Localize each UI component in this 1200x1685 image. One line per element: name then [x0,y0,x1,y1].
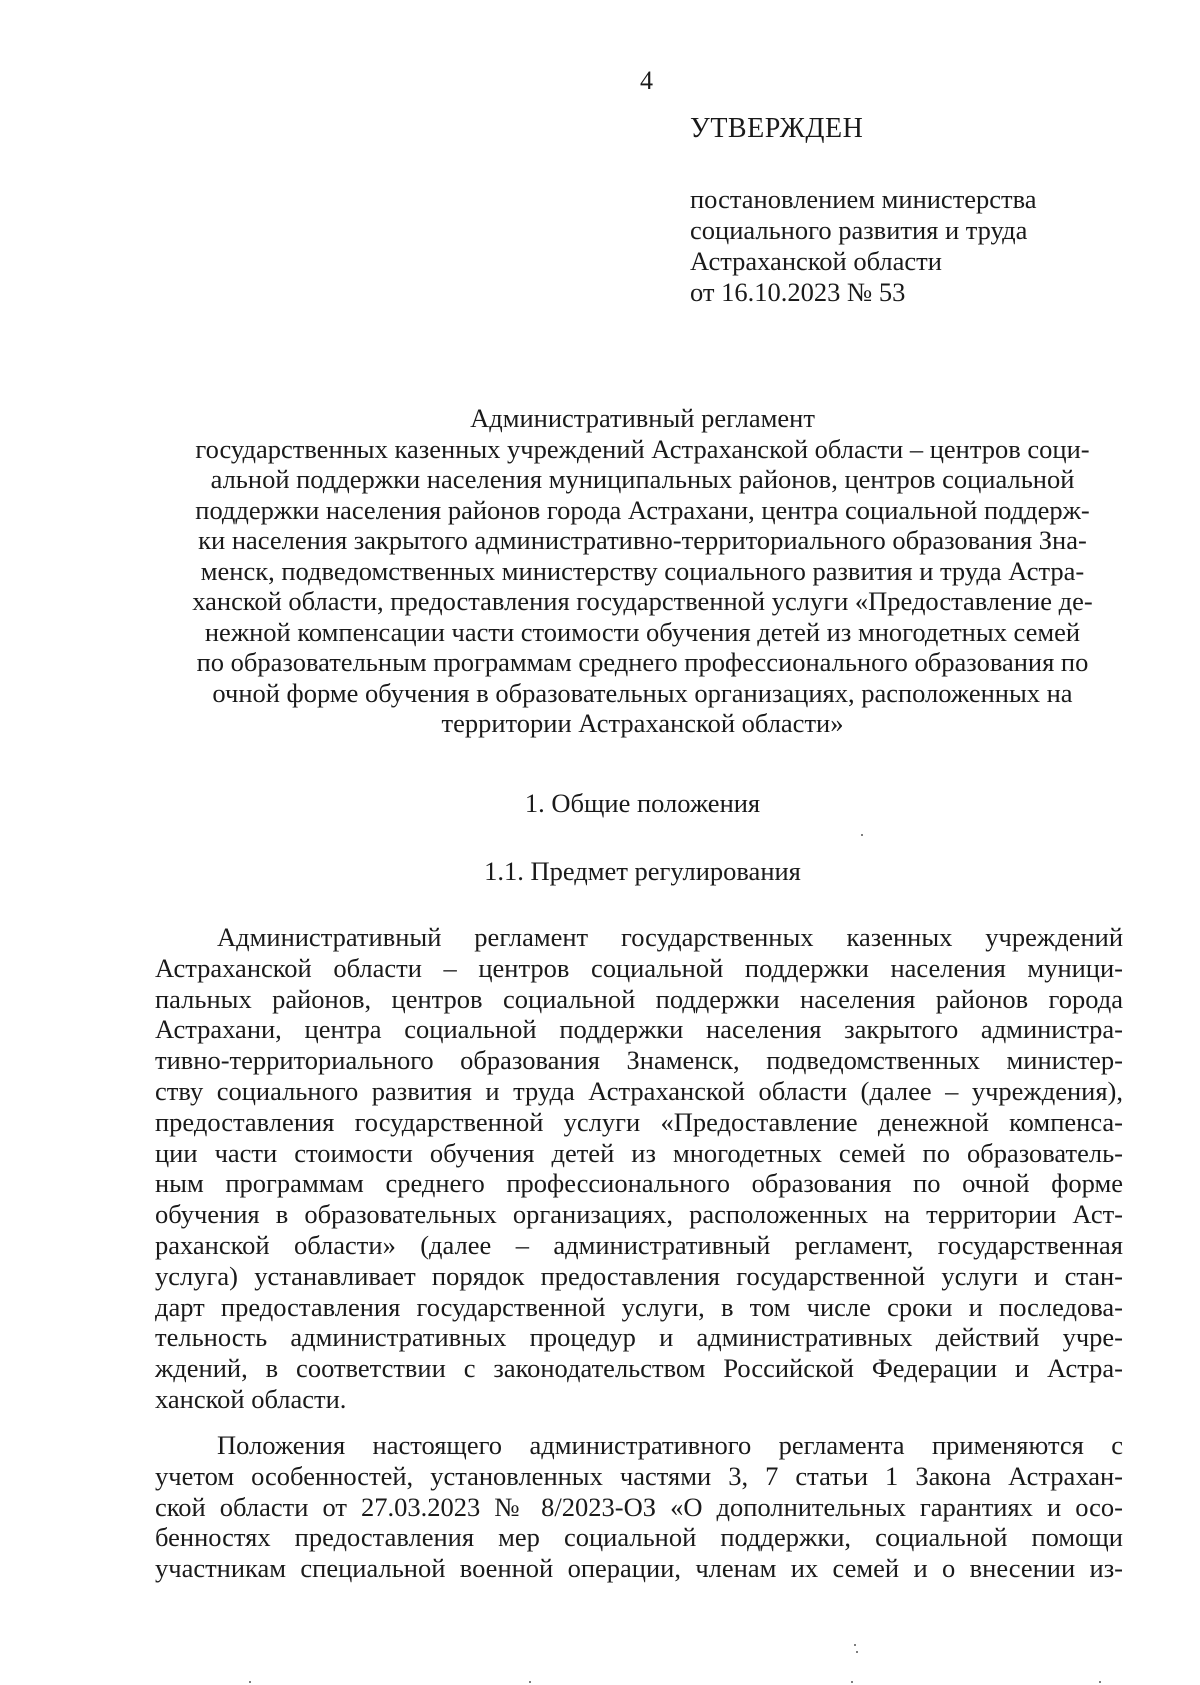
text-line: тивно-территориального образования Знаменск, подведомственных министер- [155,1045,1123,1076]
title-line: территории Астраханской области» [441,708,844,738]
title-line: по образовательным программам среднего профессионального образования по [196,647,1089,677]
text-line: Положения настоящего административного регламента применяются с [217,1430,1123,1460]
title-line: альной поддержки населения муниципальных районов, центров социальной [210,464,1075,494]
approval-title: УТВЕРЖДЕН [690,113,864,144]
text-line: Астрахани, центра социальной поддержки населения закрытого администра- [155,1014,1123,1045]
text-line: услуга) устанавливает порядок предоставления государственной услуги и стан- [155,1260,1123,1291]
paragraph-application-features [155,1430,1123,1584]
title-line: менск, подведомственных министерству социального развития и труда Астра- [200,555,1085,586]
title-line: поддержки населения районов города Астрахани, центра социальной поддерж- [195,494,1090,525]
text-line: ханской области. [155,1383,347,1414]
text-line: учетом особенностей, установленных частями 3, 7 статьи 1 Закона Астрахан- [155,1460,1123,1491]
text-line: ждений, в соответствии с законодательством Российской Федерации и Астра- [155,1353,1123,1384]
section-heading-general: 1. Общие положения [524,788,761,818]
text-line: дарт предоставления государственной услуги, в том числе сроки и последова- [155,1291,1123,1322]
text-line: ской области от 27.03.2023 № 8/2023-ОЗ «О дополнительных гарантиях и осо- [155,1491,1123,1522]
approval-stamp-block [690,112,1130,308]
text-line: ции части стоимости обучения детей из многодетных семей по образователь- [155,1137,1123,1168]
section-heading-subject: 1.1. Предмет регулирования [484,856,801,886]
document-title [165,403,1120,739]
title-line: очной форме обучения в образовательных организациях, расположенных на [212,677,1073,708]
text-line: тельность административных процедур и административных действий учре- [155,1322,1123,1353]
title-line: Административный регламент [470,403,815,433]
title-line: ханской области, предоставления государственной услуги «Предоставление де- [192,586,1093,616]
text-line: бенностях предоставления мер социальной поддержки, социальной помощи [155,1522,1123,1553]
text-line: ству социального развития и труда Астраханской области (далее – учреждения), [155,1075,1123,1106]
text-line: обучения в образовательных организациях, расположенных на территории Аст- [155,1199,1123,1230]
text-line: пальных районов, центров социальной поддержки населения районов города [155,983,1123,1014]
approval-line: от 16.10.2023 № 53 [690,277,906,307]
approval-line: социального развития и труда [690,215,1028,245]
text-line: участникам специальной военной операции, членам их семей и о внесении из- [155,1553,1123,1584]
paragraph-subject-regulation [155,922,1123,1415]
page-number: 4 [640,66,653,95]
approval-line: постановлением министерства [690,184,1037,214]
text-line: предоставления государственной услуги «Предоставление денежной компенса- [155,1106,1123,1137]
title-line: государственных казенных учреждений Астраханской области – центров соци- [195,433,1090,464]
approval-details [690,184,1130,308]
text-line: ным программам среднего профессионального образования по очной форме [155,1168,1123,1199]
title-line: ки населения закрытого административно-территориального образования Зна- [198,525,1087,555]
title-line: нежной компенсации части стоимости обучения детей из многодетных семей [204,616,1081,647]
text-line: раханской области» (далее – административный регламент, государственная [155,1229,1123,1260]
approval-line: Астраханской области [690,246,942,276]
text-line: Астраханской области – центров социальной поддержки населения муници- [155,952,1123,983]
text-line: Административный регламент государственных казенных учреждений [217,922,1123,952]
